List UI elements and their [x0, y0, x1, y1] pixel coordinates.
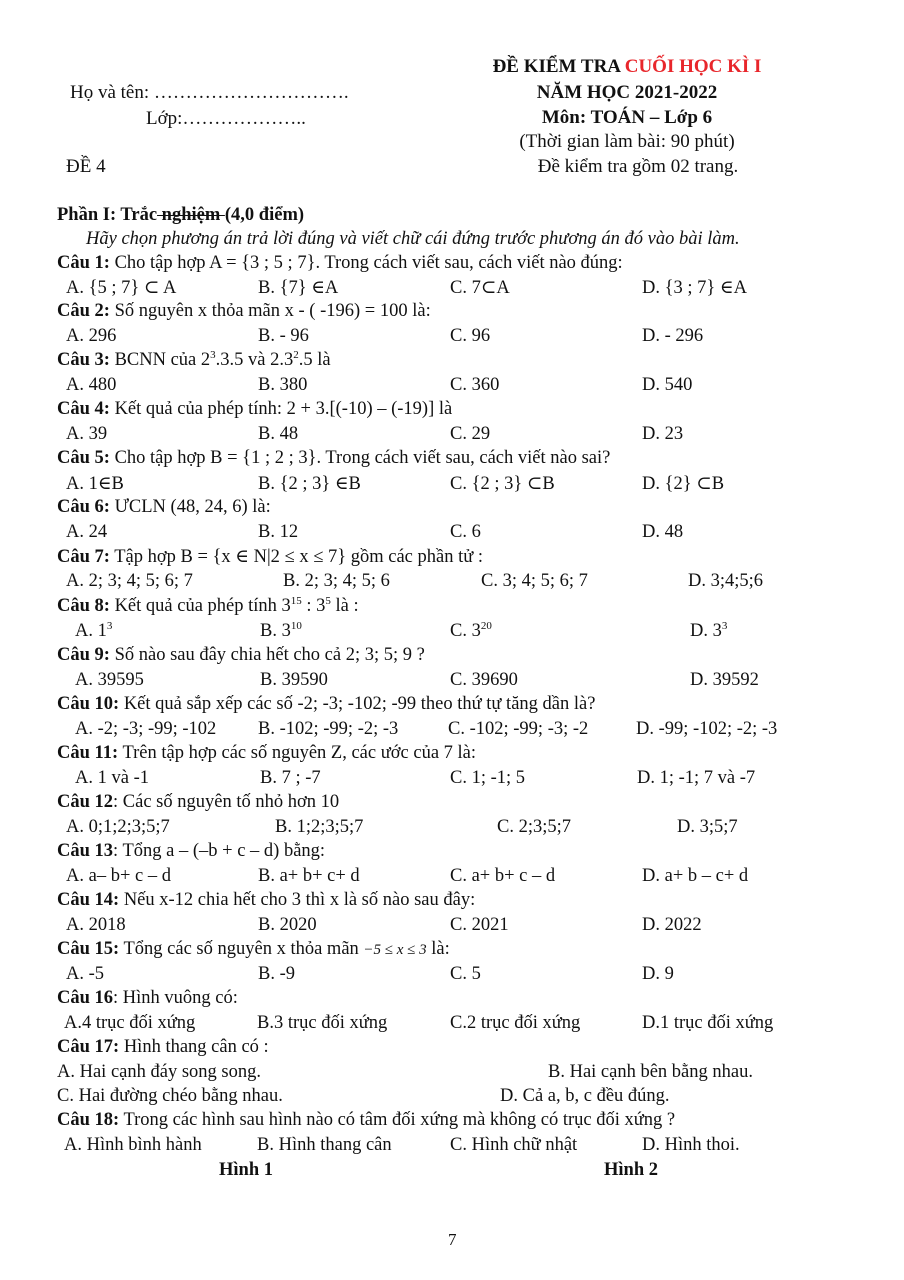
question-4: Câu 4: Kết quả của phép tính: 2 + 3.[(-10) – (-19)] là	[57, 399, 453, 419]
question-7: Câu 7: Tập hợp B = {x ∈ N|2 ≤ x ≤ 7} gồm các phần tử :	[57, 547, 484, 567]
question-11: Câu 11: Trên tập hợp các số nguyên Z, các ước của 7 là:	[57, 743, 477, 763]
question-8: Câu 8: Kết quả của phép tính $3^{15}$ : $3^5$ là :	[57, 595, 359, 616]
q8-option-d: D. $3^3$	[690, 620, 728, 641]
q7-option-a: A. 2; 3; 4; 5; 6; 7	[66, 571, 193, 591]
q11-option-b: B. 7 ; -7	[260, 768, 321, 788]
q6-option-b: B. 12	[258, 522, 299, 542]
section-title: Phần I: Trắc nghiệm (4,0 điểm)	[57, 205, 305, 225]
q15-option-b: B. -9	[258, 964, 295, 984]
q13-option-c: C. a+ b+ c – d	[450, 866, 556, 886]
q16-option-b: B.3 trục đối xứng	[257, 1013, 388, 1033]
q12-option-d: D. 3;5;7	[677, 817, 738, 837]
pages-note: Đề kiểm tra gồm 02 trang.	[537, 156, 739, 177]
q4-option-b: B. 48	[258, 424, 299, 444]
q3-option-c: C. 360	[450, 375, 500, 395]
q1-option-b: B. {7} ∈A	[258, 278, 339, 298]
question-10: Câu 10: Kết quả sắp xếp các số -2; -3; -102; -99 theo thứ tự tăng dần là?	[57, 694, 596, 714]
exam-title: ĐỀ KIỂM TRA CUỐI HỌC KÌ I	[492, 56, 762, 77]
q7-option-d: D. 3;4;5;6	[688, 571, 764, 591]
q1-option-d: D. {3 ; 7} ∈A	[642, 278, 747, 298]
q17-option-d: D. Cả a, b, c đều đúng.	[500, 1086, 670, 1106]
question-1: Câu 1: Cho tập hợp A = {3 ; 5 ; 7}. Trong cách viết sau, cách viết nào đúng:	[57, 253, 623, 273]
q8-option-c: C. $3^{20}$	[450, 620, 492, 641]
question-16: Câu 16: Hình vuông có:	[57, 988, 238, 1008]
question-15: Câu 15: Tổng các số nguyên x thỏa mãn −5 ≤ x ≤ 3 là:	[57, 939, 450, 959]
subject: Môn: TOÁN – Lớp 6	[541, 107, 713, 128]
q12-option-b: B. 1;2;3;5;7	[275, 817, 364, 837]
school-year: NĂM HỌC 2021-2022	[536, 82, 718, 103]
q10-option-a: A. -2; -3; -99; -102	[75, 719, 217, 739]
q18-option-b: B. Hình thang cân	[257, 1135, 392, 1155]
q13-option-b: B. a+ b+ c+ d	[258, 866, 360, 886]
q11-option-a: A. 1 và -1	[75, 768, 149, 788]
q8-option-b: B. $3^{10}$	[260, 620, 302, 641]
q5-option-b: B. {2 ; 3} ∈B	[258, 474, 361, 494]
student-name-field: Họ và tên: ………………………….	[70, 82, 349, 103]
figure-2-caption: Hình 2	[604, 1160, 658, 1180]
q9-option-d: D. 39592	[690, 670, 759, 690]
question-14: Câu 14: Nếu x-12 chia hết cho 3 thì x là số nào sau đây:	[57, 890, 476, 910]
q11-option-d: D. 1; -1; 7 và -7	[637, 768, 756, 788]
q12-option-a: A. 0;1;2;3;5;7	[66, 817, 170, 837]
section-instruction: Hãy chọn phương án trả lời đúng và viết chữ cái đứng trước phương án đó vào bài làm.	[86, 229, 740, 249]
q6-option-a: A. 24	[66, 522, 108, 542]
q14-option-b: B. 2020	[258, 915, 317, 935]
q4-option-a: A. 39	[66, 424, 108, 444]
q13-option-d: D. a+ b – c+ d	[642, 866, 749, 886]
q1-option-c: C. 7⊂A	[450, 278, 510, 298]
q3-option-a: A. 480	[66, 375, 117, 395]
q5-option-d: D. {2} ⊂B	[642, 474, 725, 494]
q1-option-a: A. {5 ; 7} ⊂ A	[66, 278, 177, 298]
page-number: 7	[448, 1230, 457, 1249]
q11-option-c: C. 1; -1; 5	[450, 768, 526, 788]
question-2: Câu 2: Số nguyên x thỏa mãn x - ( -196) = 100 là:	[57, 301, 431, 321]
q16-option-a: A.4 trục đối xứng	[64, 1013, 196, 1033]
question-17: Câu 17: Hình thang cân có :	[57, 1037, 269, 1057]
q2-option-a: A. 296	[66, 326, 117, 346]
question-13: Câu 13: Tổng a – (–b + c – d) bằng:	[57, 841, 326, 861]
q4-option-c: C. 29	[450, 424, 491, 444]
q9-option-a: A. 39595	[75, 670, 144, 690]
q5-option-c: C. {2 ; 3} ⊂B	[450, 474, 555, 494]
question-18: Câu 18: Trong các hình sau hình nào có tâm đối xứng mà không có trục đối xứng ?	[57, 1110, 676, 1130]
exam-code: ĐỀ 4	[66, 156, 106, 177]
q15-option-c: C. 5	[450, 964, 481, 984]
q18-option-d: D. Hình thoi.	[642, 1135, 740, 1155]
q18-option-c: C. Hình chữ nhật	[450, 1135, 578, 1155]
q3-option-b: B. 380	[258, 375, 308, 395]
q18-option-a: A. Hình bình hành	[64, 1135, 202, 1155]
q5-option-a: A. 1∈B	[66, 474, 124, 494]
q10-option-c: C. -102; -99; -3; -2	[448, 719, 589, 739]
q6-option-d: D. 48	[642, 522, 684, 542]
q16-option-c: C.2 trục đối xứng	[450, 1013, 581, 1033]
q6-option-c: C. 6	[450, 522, 481, 542]
q9-option-b: B. 39590	[260, 670, 328, 690]
question-9: Câu 9: Số nào sau đây chia hết cho cả 2; 3; 5; 9 ?	[57, 645, 425, 665]
q17-option-c: C. Hai đường chéo bằng nhau.	[57, 1086, 283, 1106]
q8-option-a: A. $1^3$	[75, 620, 113, 641]
q10-option-b: B. -102; -99; -2; -3	[258, 719, 399, 739]
time-limit: (Thời gian làm bài: 90 phút)	[519, 131, 735, 152]
q2-option-d: D. - 296	[642, 326, 704, 346]
q3-option-d: D. 540	[642, 375, 693, 395]
q14-option-d: D. 2022	[642, 915, 702, 935]
q7-option-b: B. 2; 3; 4; 5; 6	[283, 571, 390, 591]
q9-option-c: C. 39690	[450, 670, 518, 690]
student-class-field: Lớp:………………..	[146, 108, 306, 129]
q7-option-c: C. 3; 4; 5; 6; 7	[481, 571, 588, 591]
q4-option-d: D. 23	[642, 424, 684, 444]
question-6: Câu 6: ƯCLN (48, 24, 6) là:	[57, 497, 271, 517]
figure-1-caption: Hình 1	[219, 1160, 273, 1180]
q2-option-b: B. - 96	[258, 326, 309, 346]
q12-option-c: C. 2;3;5;7	[497, 817, 572, 837]
q13-option-a: A. a– b+ c – d	[66, 866, 171, 886]
q14-option-a: A. 2018	[66, 915, 126, 935]
q17-option-a: A. Hai cạnh đáy song song.	[57, 1062, 261, 1082]
q10-option-d: D. -99; -102; -2; -3	[636, 719, 778, 739]
q2-option-c: C. 96	[450, 326, 491, 346]
q14-option-c: C. 2021	[450, 915, 509, 935]
question-12: Câu 12: Các số nguyên tố nhỏ hơn 10	[57, 792, 340, 812]
q15-option-a: A. -5	[66, 964, 105, 984]
q17-option-b: B. Hai cạnh bên bằng nhau.	[548, 1062, 753, 1082]
q16-option-d: D.1 trục đối xứng	[642, 1013, 774, 1033]
question-5: Câu 5: Cho tập hợp B = {1 ; 2 ; 3}. Trong cách viết sau, cách viết nào sai?	[57, 448, 611, 468]
question-3: Câu 3: BCNN của $2^3.3.5$ và $2.3^2.5$ là	[57, 349, 331, 370]
q15-option-d: D. 9	[642, 964, 674, 984]
